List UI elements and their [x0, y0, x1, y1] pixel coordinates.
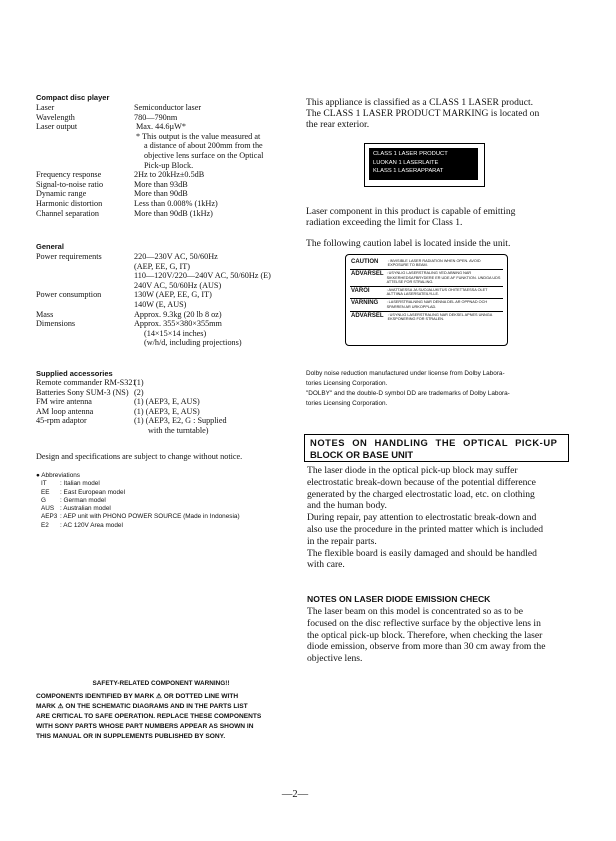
spec-label: Laser output — [36, 122, 78, 132]
spec-label: Mass — [36, 309, 54, 319]
abbrev-desc: : German model — [60, 496, 106, 504]
spec-value: Approx. 355×380×355mm — [134, 319, 222, 329]
abbrev-code: EE — [41, 488, 50, 496]
caution-word: VARNING — [351, 300, 379, 307]
notes-emission-title: NOTES ON LASER DIODE EMISSION CHECK — [307, 594, 491, 604]
spec-row — [36, 103, 286, 113]
spec-note: * This output is the value measured at — [136, 131, 261, 141]
spec-value: Max. 44.6µW* — [136, 122, 186, 132]
caution-word: ADVARSEL — [351, 312, 384, 319]
notes-handling-title: NOTES ON HANDLING THE OPTICAL PICK-UP BLOCK OR BASE UNIT — [304, 434, 569, 462]
caution-row — [350, 299, 503, 311]
accessory-qty: (1) — [134, 378, 144, 387]
spec-value: 130W (AEP, EE, G, IT) — [134, 290, 212, 300]
accessories-block — [36, 378, 306, 436]
spec-value: (AEP, EE, G, IT) — [134, 261, 190, 271]
abbrev-desc: : AC 120V Area model — [60, 521, 123, 529]
spec-note: objective lens surface on the Optical — [144, 150, 264, 160]
abbreviations-heading: ● Abbreviations — [36, 472, 81, 479]
spec-value: 240V AC, 50/60Hz (AUS) — [134, 280, 222, 290]
caution-text: : USYNLIG LASERSTRALING VED ABNING NAR SIKKERHEDSAFBRYDERE ER UDE AF FUNKTION. UNDGA UDS ATTELSE FOR STRALING. — [386, 271, 501, 285]
spec-row — [36, 189, 286, 199]
accessory-qty: (1) (AEP3, E, AUS) — [134, 406, 200, 416]
class1-label-outer — [364, 143, 485, 187]
abbrev-code: IT — [41, 480, 47, 488]
notes-emission-body: The laser beam on this model is concentrated so as to be focused on the disc reflective surface by the objective lens in the optical pick-up block. Therefore, when checking the laser diode emission, observe from more than 30 cm away from the objective lens. — [307, 606, 546, 665]
page-number: —2— — [281, 789, 309, 800]
accessory-name: FM wire antenna — [36, 397, 92, 407]
abbrev-desc: : Italian model — [60, 480, 100, 488]
caution-word: VAROI — [351, 288, 370, 295]
spec-label: Harmonic distortion — [36, 198, 103, 208]
spec-label: Dynamic range — [36, 189, 87, 199]
accessory-qty: with the turntable) — [148, 425, 209, 435]
dolby-notice: Dolby noise reduction manufactured under license from Dolby Labora- tories Licensing Corporation. "DOLBY" and the double-D symbol DD are trademarks of Dolby Labora- tories Licensing Corporation. — [306, 370, 510, 407]
spec-value: 780—790nm — [134, 112, 178, 122]
laser-class-statement: This appliance is classified as a CLASS 1 LASER product. The CLASS 1 LASER PRODUCT MARKING is located on the rear exterior. — [306, 97, 540, 131]
spec-label: Channel separation — [36, 208, 99, 218]
spec-value: 140W (E, AUS) — [134, 299, 187, 309]
caution-row — [350, 287, 503, 299]
cd-spec-block — [36, 103, 286, 218]
abbrev-desc: : AEP unit with PHONO POWER SOURCE (Made in Indonesia) — [60, 513, 240, 521]
spec-value: Approx. 9.3kg (20 lb 8 oz) — [134, 309, 222, 319]
notes-handling-body: The laser diode in the optical pick-up block may suffer electrostatic break-down because of the potential difference generated by the charged electrostatic load, etc. on clothing and the human body. During repair, pay attention to electrostatic break-down and also use the procedure in the printed matter which is included in the repair parts. The flexible board is easily damaged and should be handled with care. — [307, 465, 544, 571]
spec-row — [36, 170, 286, 180]
spec-label: Power consumption — [36, 290, 102, 300]
abbrev-code: AEP3 — [41, 513, 58, 521]
abbrev-code: E2 — [41, 521, 49, 529]
caution-text: : AVATTAESSA JA SUOJALUKITUS OHITETTAESSA OLET ALTTIINA LASERSATEILYLLE. — [386, 288, 488, 297]
accessory-qty: (2) — [134, 387, 144, 397]
spec-label: Signal-to-noise ratio — [36, 179, 104, 189]
spec-note: Pick-up Block. — [144, 160, 194, 170]
accessory-name: AM loop antenna — [36, 406, 94, 416]
caution-row — [350, 311, 503, 322]
accessory-qty: (1) (AEP3, E, AUS) — [134, 397, 200, 407]
abbrev-code: AUS — [41, 505, 55, 513]
spec-value: Semiconductor laser — [134, 103, 202, 112]
spec-value: 2Hz to 20kHz±0.5dB — [134, 170, 205, 180]
general-spec-block — [36, 252, 306, 348]
safety-title: SAFETY-RELATED COMPONENT WARNING!! — [92, 680, 230, 687]
spec-label: Wavelength — [36, 112, 75, 122]
spec-row — [36, 180, 286, 190]
accessory-name: 45-rpm adaptor — [36, 416, 87, 426]
class1-label: CLASS 1 LASER PRODUCT LUOKAN 1 LASERLAITE KLASS 1 LASERAPPARAT — [369, 148, 478, 180]
abbrev-code: G — [41, 496, 46, 504]
accessory-qty: (1) (AEP3, E2, G : Supplied — [134, 416, 227, 426]
spec-value: (w/h/d, including projections) — [144, 338, 242, 348]
laser-component-statement: Laser component in this product is capable of emitting radiation exceeding the limit for Class 1. — [306, 206, 516, 229]
spec-value: More than 90dB — [134, 189, 188, 199]
spec-label: Laser — [36, 103, 55, 112]
caution-text: : USYNLIG LASERSTRALING NAR DEKSEL APNES UNNGA EKSPONERING FOR STRALEN. — [387, 312, 493, 322]
caution-text: : INVISIBLE LASER RADIATION WHEN OPEN. AVOID EXPOSURE TO BEAM. — [387, 259, 481, 268]
spec-label: Dimensions — [36, 319, 76, 329]
caution-text: : LASERSTRALNING NAR DENNA DEL AR OPPNAD OCH SPARREN AR URKOPPLAD. — [386, 300, 488, 309]
spec-row — [36, 209, 286, 219]
change-notice: Design and specifications are subject to change without notice. — [36, 452, 243, 461]
spec-row — [36, 113, 286, 123]
accessory-name: Batteries Sony SUM-3 (NS) — [36, 387, 129, 397]
caution-label — [345, 254, 508, 346]
accessory-name: Remote commander RM-S321 — [36, 378, 137, 387]
caution-word: CAUTION — [351, 259, 379, 265]
abbrev-desc: : Australian model — [60, 505, 111, 513]
spec-value: More than 93dB — [134, 179, 188, 189]
caution-row — [350, 258, 503, 270]
spec-label: Power requirements — [36, 252, 102, 261]
spec-row — [36, 122, 286, 132]
accessories-heading: Supplied accessories — [36, 369, 113, 378]
spec-value: 110—120V/220—240V AC, 50/60Hz (E) — [134, 271, 271, 281]
spec-value: 220—230V AC, 50/60Hz — [134, 252, 218, 261]
abbreviations-block — [36, 472, 240, 530]
spec-value: More than 90dB (1kHz) — [134, 208, 213, 218]
spec-label: Frequency response — [36, 170, 102, 180]
caution-word: ADVARSEL — [351, 271, 384, 278]
spec-value: (14×15×14 inches) — [144, 328, 207, 338]
spec-row — [36, 199, 286, 209]
spec-note: a distance of about 200mm from the — [144, 141, 263, 151]
spec-value: Less than 0.008% (1kHz) — [134, 198, 218, 208]
abbrev-desc: : East European model — [60, 488, 126, 496]
caution-intro: The following caution label is located inside the unit. — [306, 238, 511, 249]
caution-row — [350, 270, 503, 287]
cd-heading: Compact disc player — [36, 93, 110, 102]
general-heading: General — [36, 242, 64, 251]
safety-warning: COMPONENTS IDENTIFIED BY MARK ⚠ OR DOTTED LINE WITH MARK ⚠ ON THE SCHEMATIC DIAGRAMS AND IN THE PARTS LIST ARE CRITICAL TO SAFE OPERATION. REPLACE THESE COMPONENTS WITH SONY PARTS WHOSE PART NUMBERS APPEAR AS SHOWN IN THIS MANUAL OR IN SUPPLEMENTS PUBLISHED BY SONY. — [36, 693, 262, 740]
